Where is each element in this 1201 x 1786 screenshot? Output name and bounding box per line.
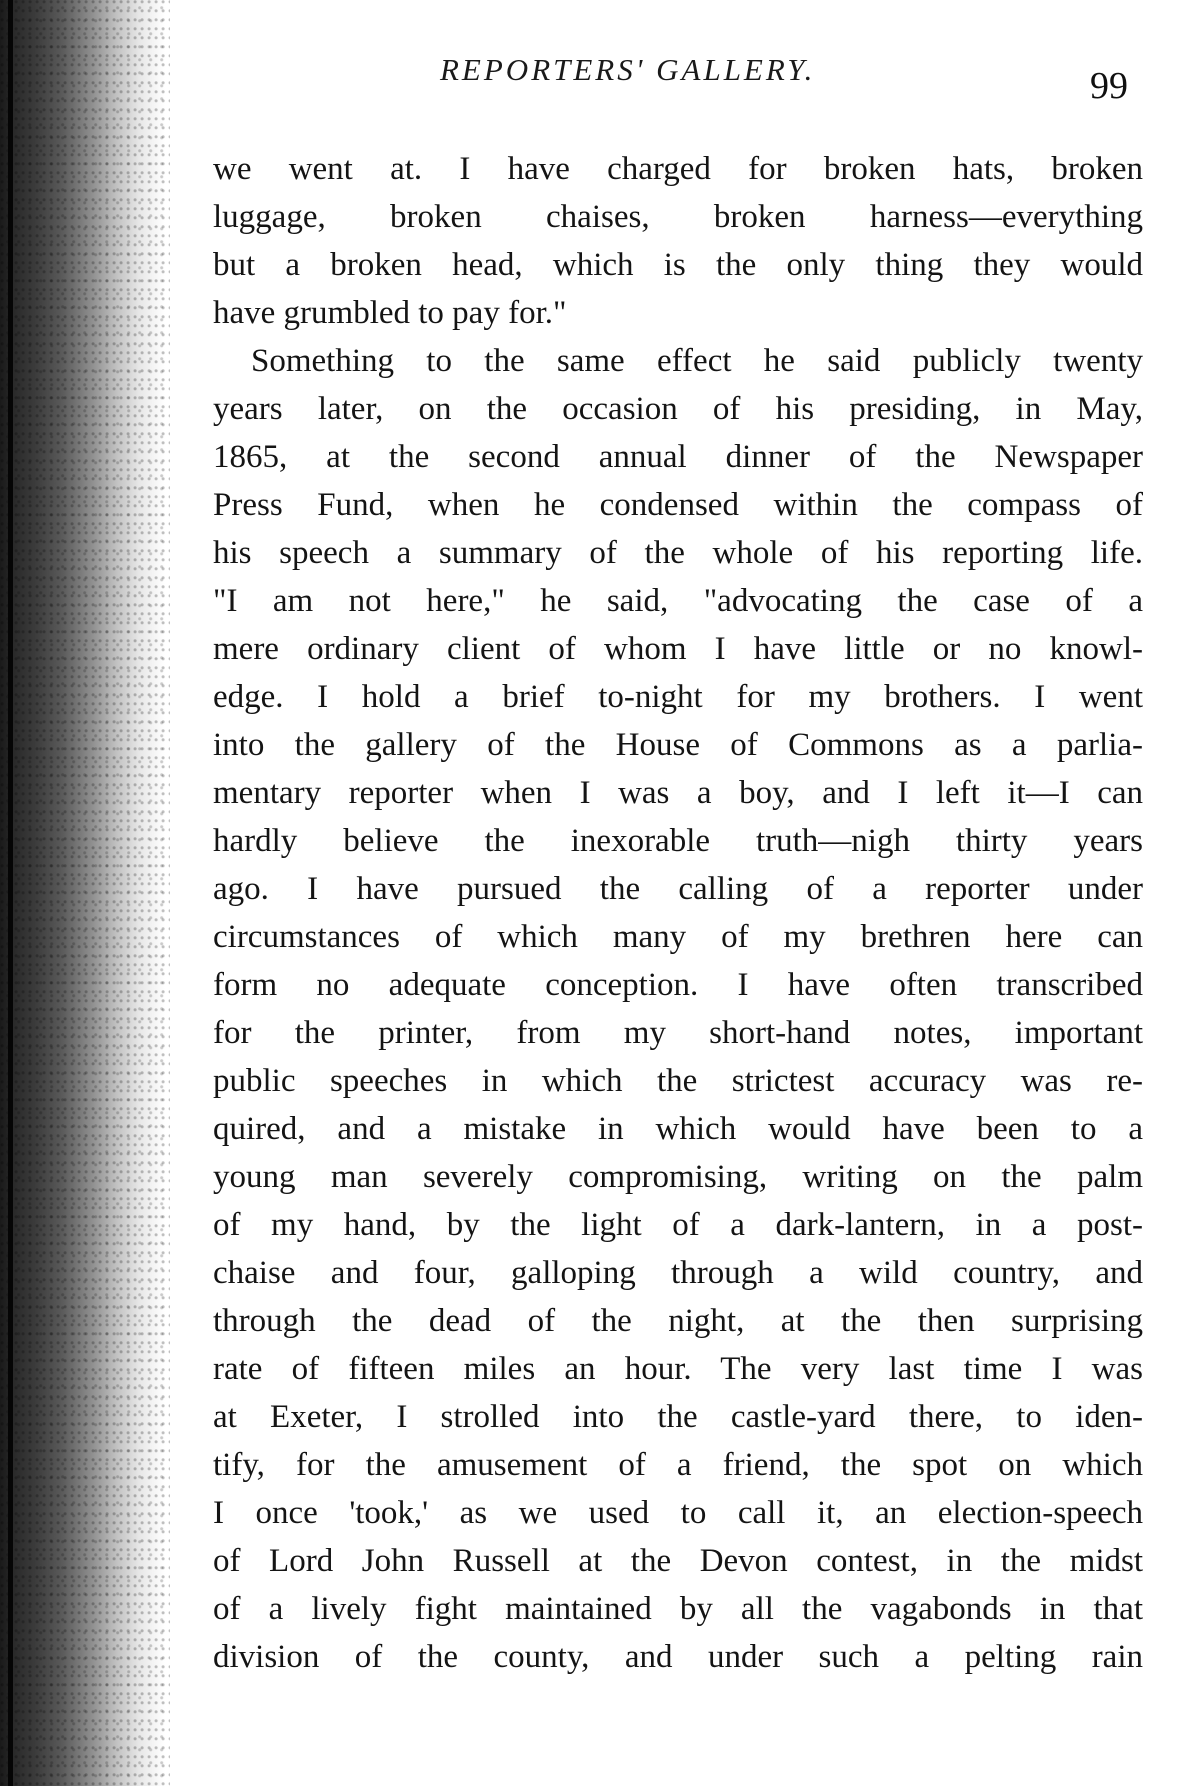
- text-line: I once 'took,' as we used to call it, an election-speech: [213, 1495, 1143, 1531]
- text-line: of my hand, by the light of a dark-lantern, in a post-: [213, 1207, 1143, 1243]
- text-line: of a lively fight maintained by all the vagabonds in that: [213, 1591, 1143, 1627]
- running-head: REPORTERS' GALLERY.: [440, 52, 816, 87]
- text-line: edge. I hold a brief to-night for my brothers. I went: [213, 679, 1143, 715]
- text-line: ago. I have pursued the calling of a reporter under: [213, 871, 1143, 907]
- text-line: Press Fund, when he condensed within the compass of: [213, 487, 1143, 523]
- text-line: "I am not here," he said, "advocating the case of a: [213, 583, 1143, 619]
- page-number: 99: [1090, 65, 1128, 107]
- text-line: have grumbled to pay for.": [213, 295, 567, 331]
- text-line: his speech a summary of the whole of his reporting life.: [213, 535, 1143, 571]
- text-line: at Exeter, I strolled into the castle-yard there, to iden-: [213, 1399, 1143, 1435]
- text-line: of Lord John Russell at the Devon contest, in the midst: [213, 1543, 1143, 1579]
- text-line: circumstances of which many of my brethren here can: [213, 919, 1143, 955]
- text-line: luggage, broken chaises, broken harness—everything: [213, 199, 1143, 235]
- text-line: division of the county, and under such a pelting rain: [213, 1639, 1143, 1675]
- page-gutter-shadow: [0, 0, 170, 1786]
- text-line: public speeches in which the strictest accuracy was re-: [213, 1063, 1143, 1099]
- text-line: young man severely compromising, writing on the palm: [213, 1159, 1143, 1195]
- text-line: we went at. I have charged for broken hats, broken: [213, 151, 1143, 187]
- text-line: years later, on the occasion of his presiding, in May,: [213, 391, 1143, 427]
- body-text: [213, 145, 1143, 1681]
- text-line: form no adequate conception. I have often transcribed: [213, 967, 1143, 1003]
- text-line: but a broken head, which is the only thing they would: [213, 247, 1143, 283]
- text-line: hardly believe the inexorable truth—nigh thirty years: [213, 823, 1143, 859]
- text-line: chaise and four, galloping through a wild country, and: [213, 1255, 1143, 1291]
- text-line: Something to the same effect he said publicly twenty: [251, 343, 1143, 379]
- text-line: mentary reporter when I was a boy, and I left it—I can: [213, 775, 1143, 811]
- text-line: into the gallery of the House of Commons as a parlia-: [213, 727, 1143, 763]
- text-line: mere ordinary client of whom I have little or no knowl-: [213, 631, 1143, 667]
- text-line: rate of fifteen miles an hour. The very last time I was: [213, 1351, 1143, 1387]
- text-line: for the printer, from my short-hand notes, important: [213, 1015, 1143, 1051]
- text-line: tify, for the amusement of a friend, the spot on which: [213, 1447, 1143, 1483]
- text-line: quired, and a mistake in which would have been to a: [213, 1111, 1143, 1147]
- text-line: 1865, at the second annual dinner of the Newspaper: [213, 439, 1143, 475]
- text-line: through the dead of the night, at the then surprising: [213, 1303, 1143, 1339]
- binding-edge: [8, 0, 13, 1786]
